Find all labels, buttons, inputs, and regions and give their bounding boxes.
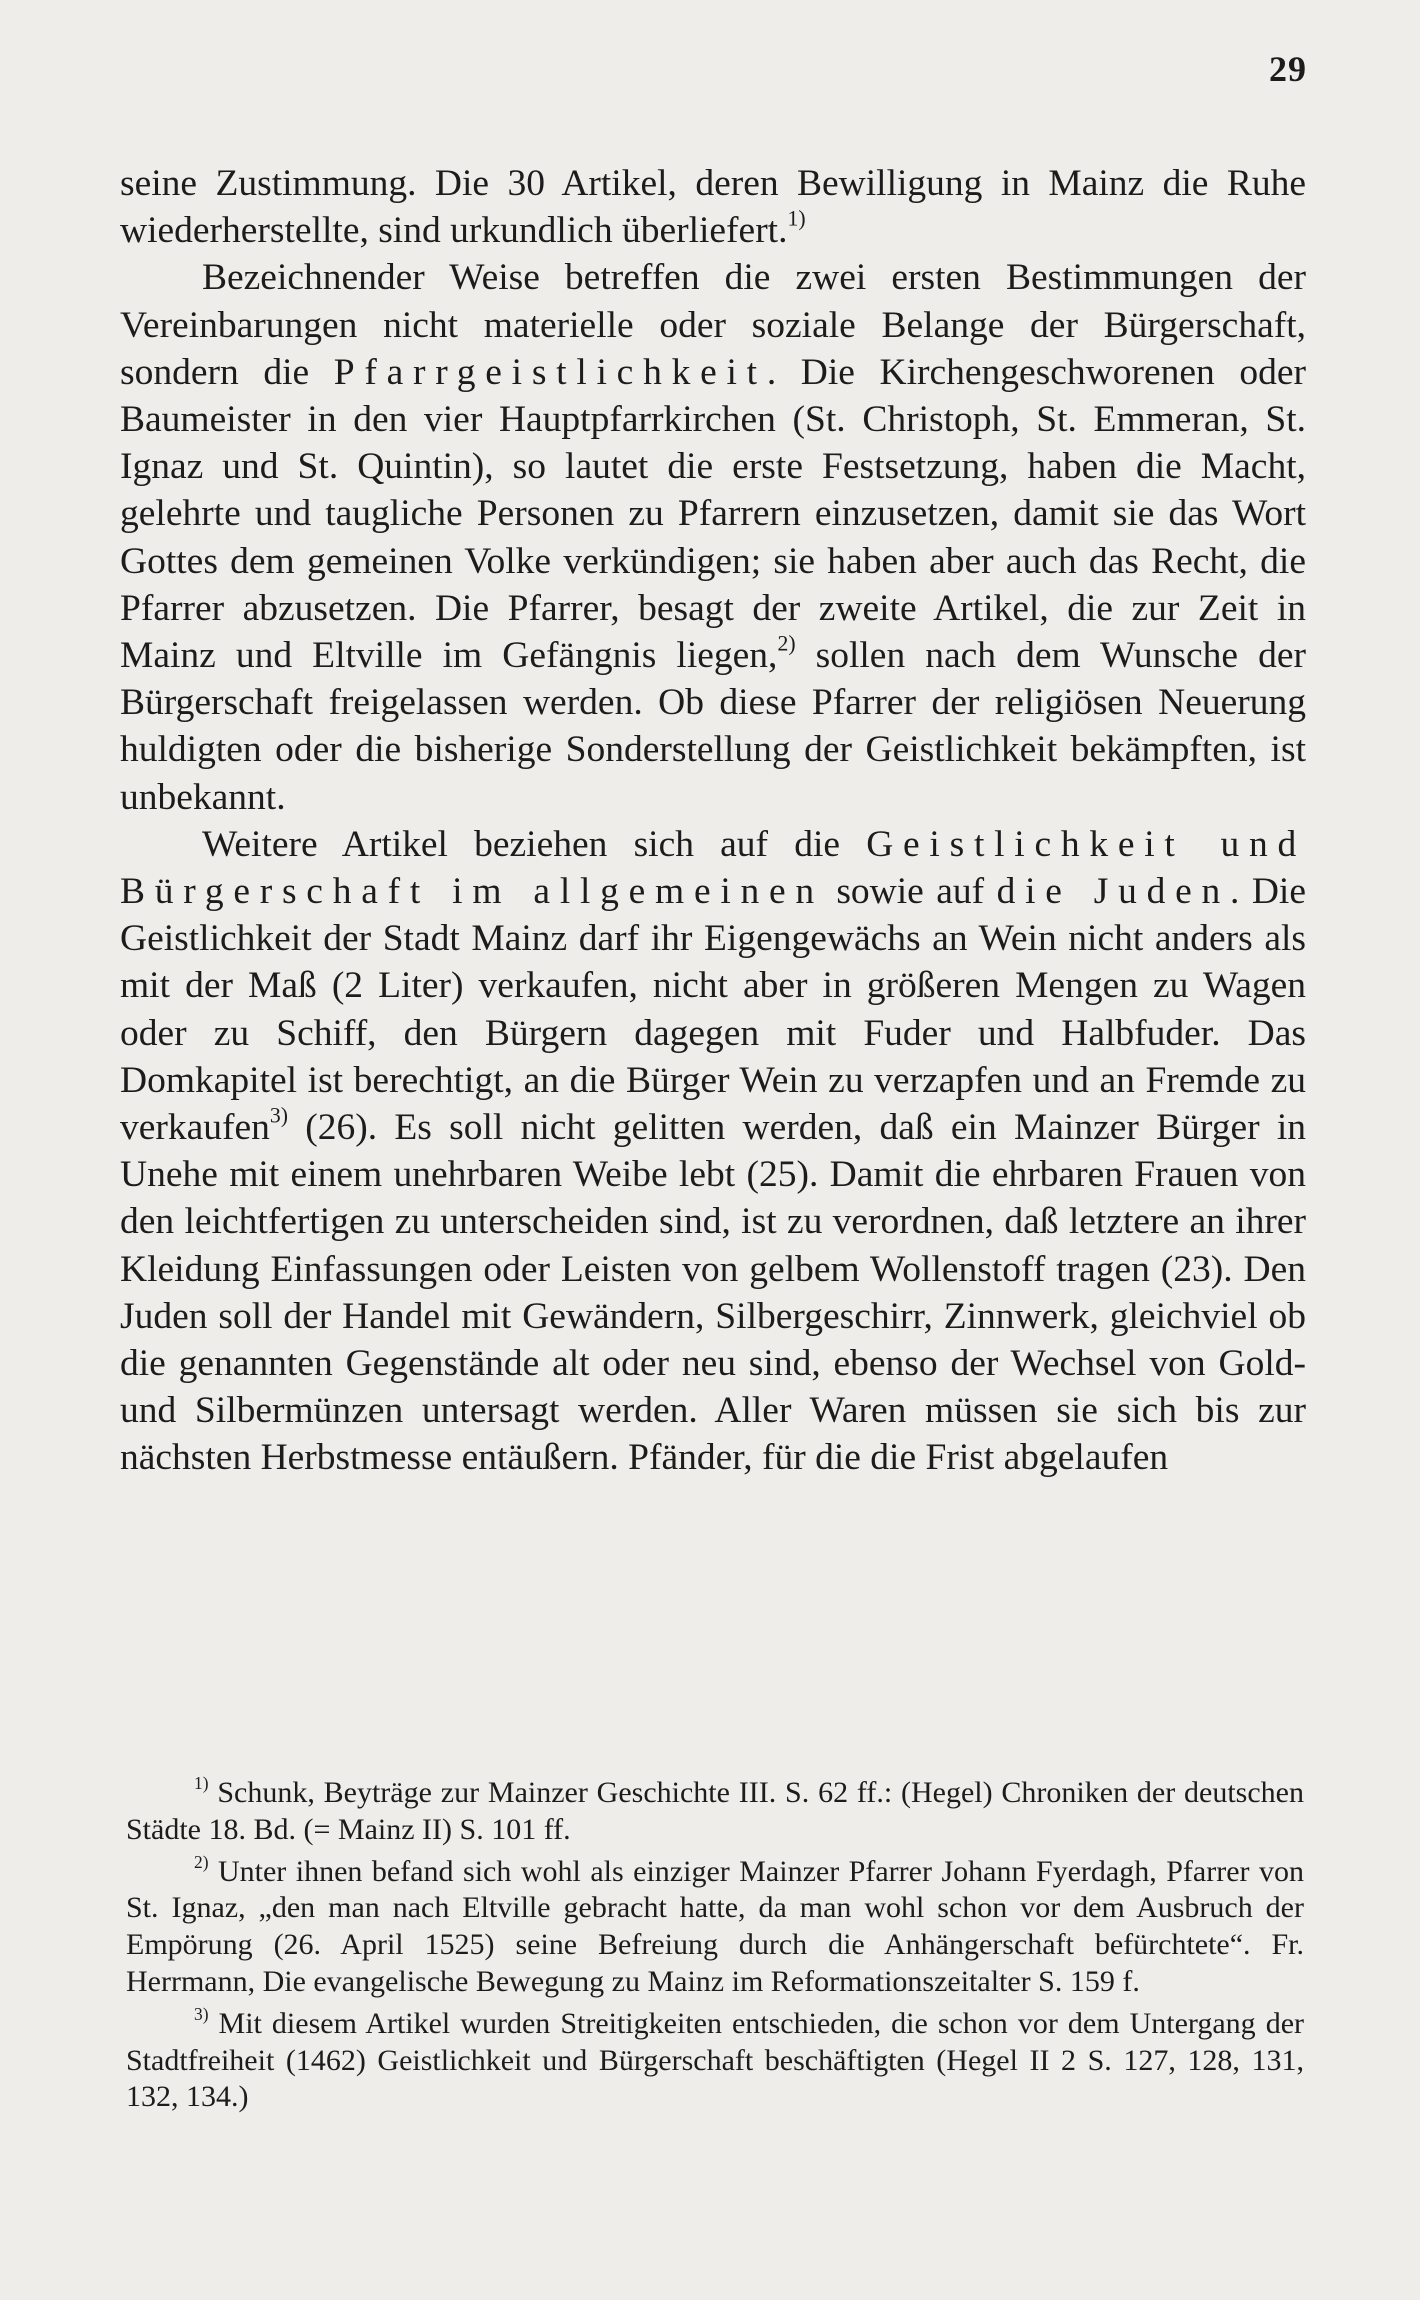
- paragraph-text: sollen nach dem Wunsche der Bürgerschaft freigelassen werden. Ob diese Pfarrer der religiösen Neuerung huldigten oder die bisherige Sonderstellung der Geistlichkeit bekämpften, ist unbekannt.: [120, 635, 1307, 818]
- paragraph-text: Weitere Artikel beziehen sich auf die: [202, 823, 867, 865]
- emphasized-term: die Juden: [996, 871, 1231, 913]
- footnote-marker: 2): [194, 1851, 209, 1872]
- paragraph-3: [120, 821, 1306, 1482]
- paragraph-text: . Die Geistlichkeit der Stadt Mainz darf ihr Eigengewächs an Wein nicht anders als mit der Maß (2 Liter) verkaufen, nicht aber in größeren Mengen zu Wagen oder zu Schiff, den Bürgern dagegen mit Fuder und Halbfuder. Das Domkapitel ist berechtigt, an die Bürger Wein zu verzapfen und an Fremde zu verkaufen: [120, 871, 1306, 1149]
- footnote-reference-2: 2): [777, 631, 796, 656]
- paragraph-text: seine Zustimmung. Die 30 Artikel, deren Bewilligung in Mainz die Ruhe wiederherstellte, sind urkundlich überliefert.: [120, 163, 1306, 252]
- footnote-text: Schunk, Beyträge zur Mainzer Geschichte III. S. 62 ff.: (Hegel) Chroniken der deutschen Städte 18. Bd. (= Mainz II) S. 101 ff.: [126, 1776, 1304, 1846]
- paragraph-text: Bezeichnender Weise betreffen die zwei ersten Bestimmungen der Vereinbarungen nicht materielle oder soziale Belange der Bürgerschaft, sondern die: [120, 257, 1306, 393]
- paragraph-text: . Die Kirchengeschworenen oder Baumeister in den vier Hauptpfarrkirchen (St. Christoph, St. Emmeran, St. Ignaz und St. Quintin), so lautet die erste Festsetzung, haben die Macht, gelehrte und taugliche Personen zu Pfarrern einzusetzen, damit sie das Wort Gottes dem gemeinen Volke verkündigen; sie haben aber auch das Recht, die Pfarrer abzusetzen. Die Pfarrer, besagt der zweite Artikel, die zur Zeit in Mainz und Eltville im Gefängnis liegen,: [120, 351, 1307, 677]
- footnote-2: [126, 1851, 1304, 2001]
- page-number: 29: [1269, 49, 1307, 89]
- footnote-marker: 1): [194, 1772, 209, 1793]
- emphasized-term: Geistlichkeit und Bürgerschaft im allgemeinen: [120, 823, 1306, 913]
- footnote-reference-1: 1): [787, 206, 806, 231]
- paragraph-1: [120, 160, 1306, 254]
- emphasized-term: Pfarrgeistlichkeit: [333, 351, 767, 393]
- footnote-text: Mit diesem Artikel wurden Streitigkeiten entschieden, die schon vor dem Untergang der Stadtfreiheit (1462) Geistlichkeit und Bürgerschaft beschäftigten (Hegel II 2 S. 127, 128, 131, 132, 134.): [126, 2006, 1304, 2114]
- footnote-text: Unter ihnen befand sich wohl als einziger Mainzer Pfarrer Johann Fyerdagh, Pfarrer von St. Ignaz, „den man nach Eltville gebracht hatte, da man wohl schon vor dem Ausbruch der Empörung (26. April 1525) seine Befreiung durch die Anhängerschaft befürchtete“. Fr. Herrmann, Die evangelische Bewegung zu Mainz im Reformationszeitalter S. 159 f.: [126, 1854, 1304, 1998]
- paragraph-text: sowie auf: [823, 871, 997, 913]
- footnote-1: [126, 1772, 1304, 1849]
- paragraph-text: (26). Es soll nicht gelitten werden, daß ein Mainzer Bürger in Unehe mit einem unehrbaren Weibe lebt (25). Damit die ehrbaren Frauen von den leichtfertigen zu unterscheiden sind, ist zu verordnen, daß letztere an ihrer Kleidung Einfassungen oder Leisten von gelbem Wollenstoff tragen (23). Den Juden soll der Handel mit Gewändern, Silbergeschirr, Zinnwerk, gleichviel ob die genannten Gegenstände alt oder neu sind, ebenso der Wechsel von Gold- und Silbermünzen untersagt werden. Aller Waren müssen sie sich bis zur nächsten Herbstmesse entäußern. Pfänder, für die die Frist abgelaufen: [120, 1107, 1306, 1479]
- footnote-reference-3: 3): [269, 1103, 289, 1128]
- footnote-3: [126, 2003, 1304, 2116]
- footnotes: [126, 1772, 1304, 2121]
- footnote-marker: 3): [194, 2003, 209, 2024]
- paragraph-2: [120, 254, 1306, 820]
- main-text: [120, 160, 1306, 1482]
